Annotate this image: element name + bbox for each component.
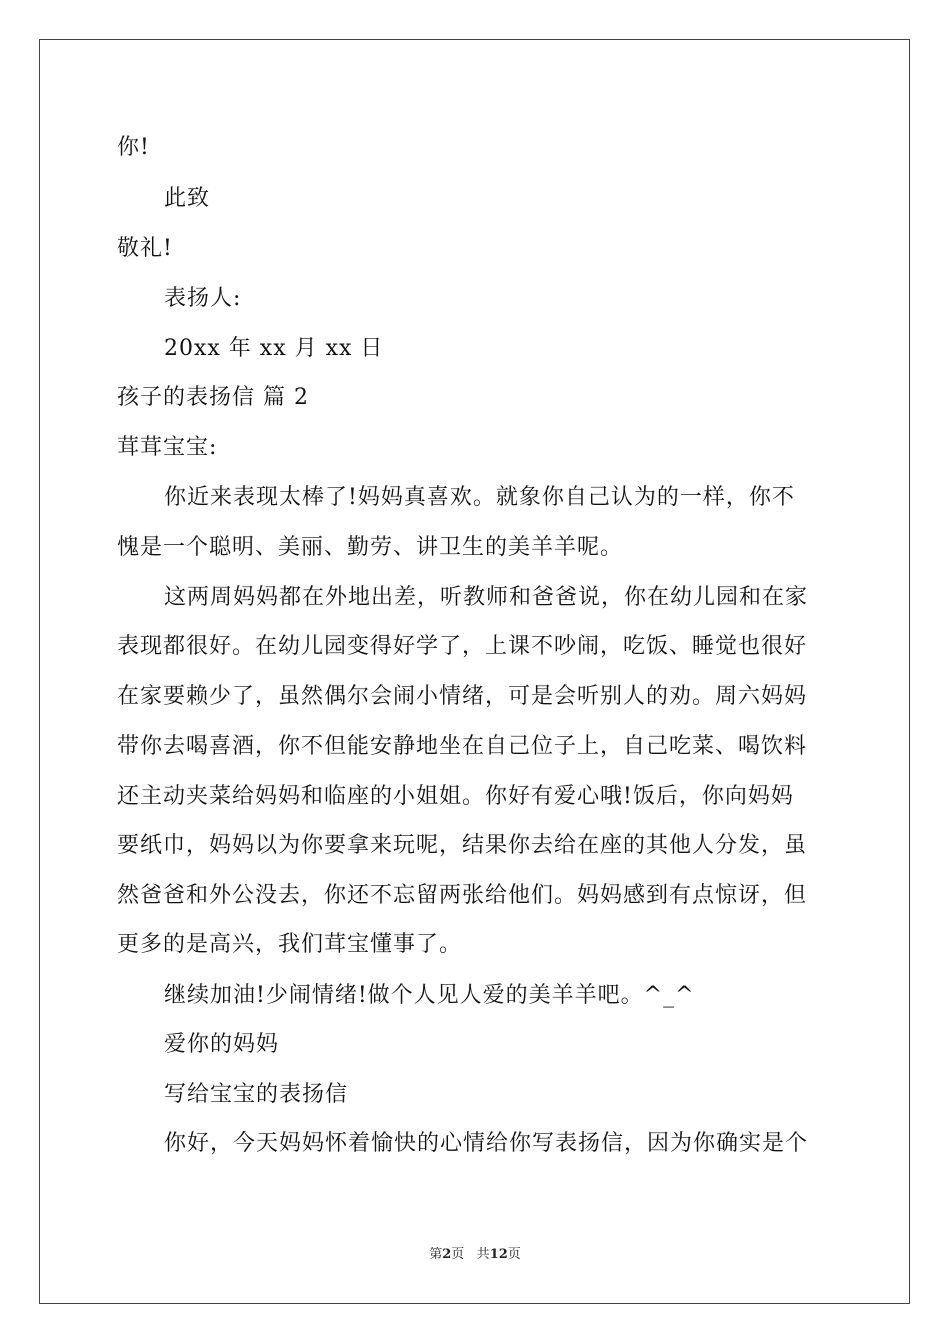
text-line: 继续加油!少闹情绪!做个人见人爱的美羊羊吧。^_^	[164, 983, 695, 1008]
text-line: 你好，今天妈妈怀着愉快的心情给你写表扬信，因为你确实是个	[164, 1131, 809, 1156]
text-line: 然爸爸和外公没去，你还不忘留两张给他们。妈妈感到有点惊讶，但	[117, 883, 808, 908]
text-line: 带你去喝喜酒，你不但能安静地坐在自己位子上，自己吃菜、喝饮料	[117, 734, 808, 759]
text-line: 表现都很好。在幼儿园变得好学了，上课不吵闹，吃饭、睡觉也很好	[117, 634, 808, 659]
text-line: 爱你的妈妈	[164, 1032, 280, 1057]
text-line: 愧是一个聪明、美丽、勤劳、讲卫生的美羊羊呢。	[117, 535, 624, 560]
page-total: 12	[489, 1247, 508, 1262]
text-line: 在家要赖少了，虽然偶尔会闹小情绪，可是会听别人的劝。周六妈妈	[117, 684, 808, 709]
total-suffix: 页	[507, 1247, 521, 1262]
text-line: 更多的是高兴，我们茸宝懂事了。	[117, 932, 463, 957]
page-current: 2	[442, 1247, 452, 1262]
text-line: 此致	[164, 186, 211, 211]
text-line: 敬礼!	[117, 236, 173, 261]
text-line: 还主动夹菜给妈妈和临座的小姐姐。你好有爱心哦!饭后，你向妈妈	[117, 784, 794, 809]
text-line: 表扬人:	[164, 286, 242, 311]
page-prefix: 第	[429, 1247, 443, 1262]
section-heading: 孩子的表扬信 篇 2	[117, 385, 309, 410]
text-line: 20xx 年 xx 月 xx 日	[164, 336, 384, 361]
page-suffix: 页	[451, 1247, 465, 1262]
text-line: 写给宝宝的表扬信	[164, 1082, 349, 1107]
total-prefix: 共	[476, 1247, 490, 1262]
page-footer	[0, 1246, 950, 1264]
text-line: 你!	[117, 135, 150, 160]
text-line: 要纸巾，妈妈以为你要拿来玩呢，结果你去给在座的其他人分发，虽	[117, 833, 808, 858]
salutation: 茸茸宝宝:	[117, 435, 218, 460]
page-frame	[39, 39, 910, 1304]
text-line: 你近来表现太棒了!妈妈真喜欢。就象你自己认为的一样，你不	[164, 485, 795, 510]
text-line: 这两周妈妈都在外地出差，听教师和爸爸说，你在幼儿园和在家	[164, 585, 809, 610]
